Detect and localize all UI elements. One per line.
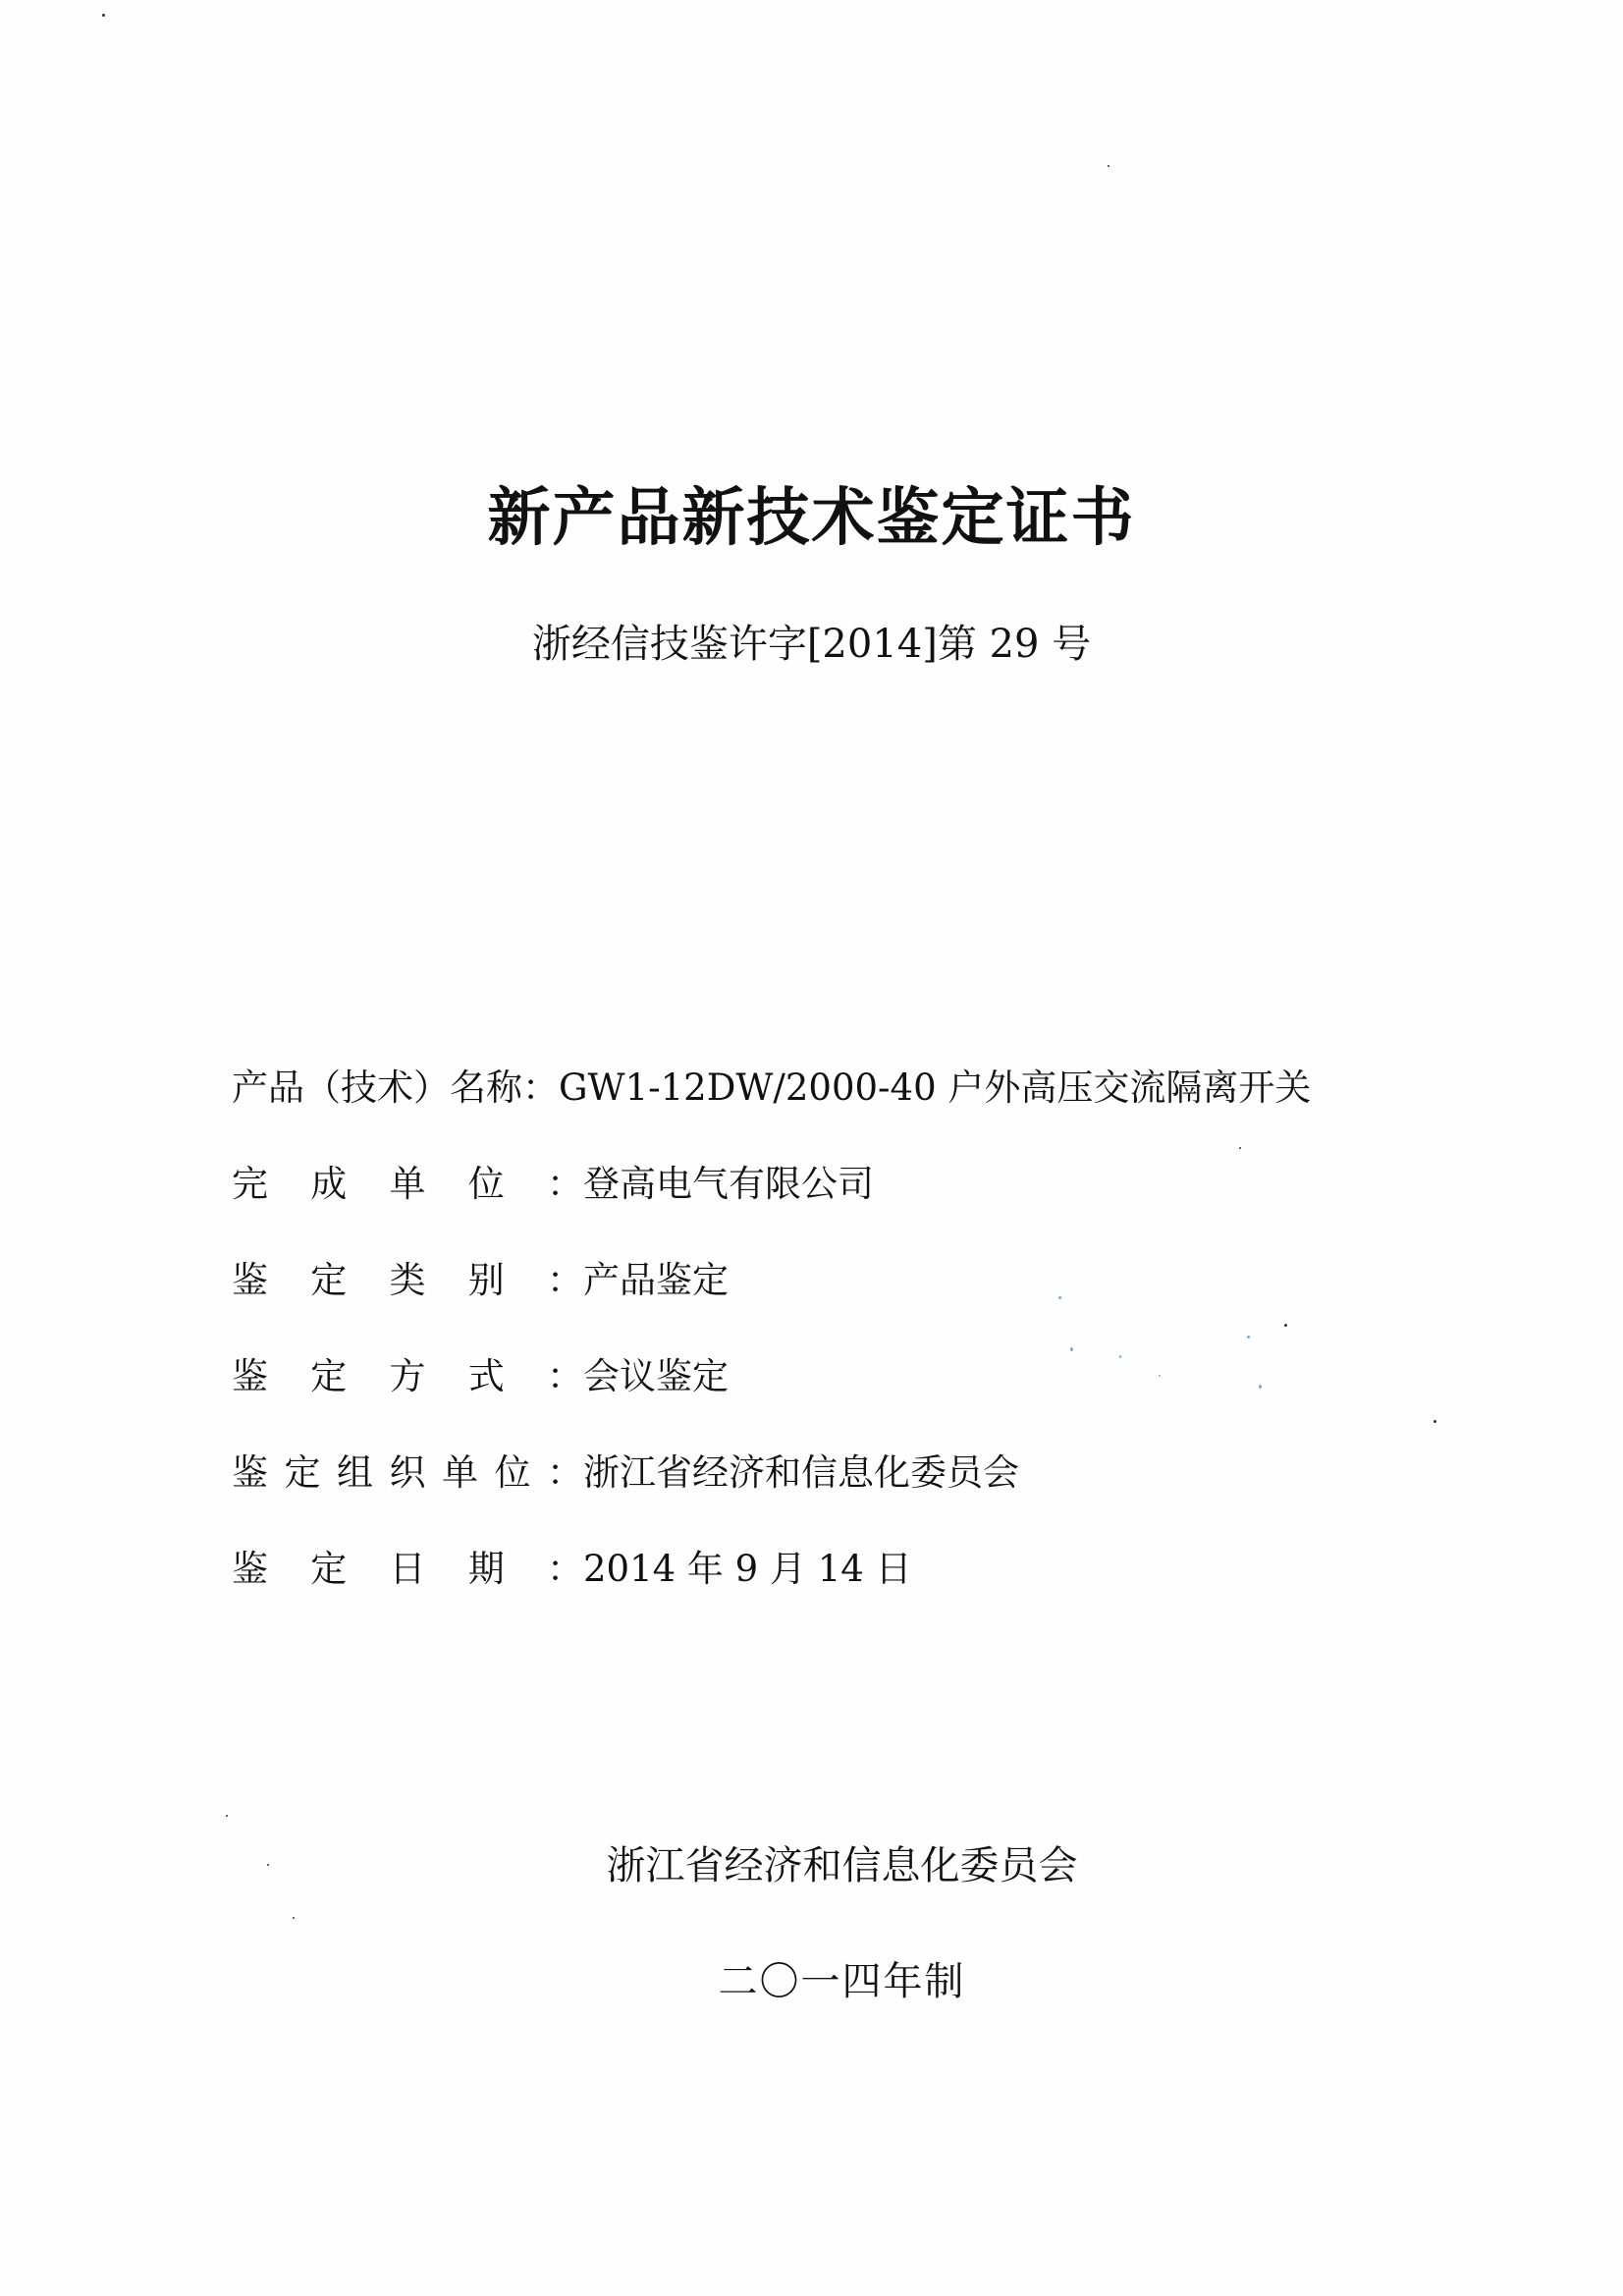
field-value: 浙江省经济和信息化委员会 (583, 1451, 1019, 1494)
scan-speck (1247, 1336, 1250, 1339)
field-appraisal-method (232, 1347, 729, 1406)
scan-speck (1259, 1385, 1262, 1389)
scan-speck (1239, 1147, 1241, 1149)
field-completing-unit (232, 1155, 874, 1214)
field-appraisal-category (232, 1251, 729, 1310)
scan-speck (293, 1917, 295, 1919)
scan-speck (1284, 1324, 1287, 1327)
field-label: 鉴 定 组 织 单 位 ： (232, 1451, 583, 1494)
field-value: 2014 年 9 月 14 日 (583, 1548, 912, 1590)
field-organizing-unit (232, 1444, 1019, 1503)
field-label: 完 成 单 位 ： (232, 1163, 583, 1205)
field-label: 鉴 定 类 别 ： (232, 1259, 583, 1301)
field-value: GW1-12DW/2000-40 户外高压交流隔离开关 (559, 1066, 1312, 1109)
field-label: 鉴 定 日 期 ： (232, 1548, 583, 1590)
field-value: 会议鉴定 (583, 1355, 729, 1397)
scan-speck (267, 1864, 269, 1866)
scan-speck (1058, 1296, 1061, 1299)
field-value: 产品鉴定 (583, 1259, 729, 1301)
scan-speck (1070, 1347, 1073, 1351)
field-label: 鉴 定 方 式 ： (232, 1355, 583, 1397)
scan-speck (102, 14, 105, 17)
issuer-name: 浙江省经济和信息化委员会 (606, 1843, 1078, 1888)
scan-speck (1119, 1355, 1121, 1358)
field-appraisal-date (232, 1540, 912, 1599)
field-product-name (232, 1059, 1311, 1118)
certificate-title: 新产品新技术鉴定证书 (487, 481, 1136, 555)
scan-speck (1108, 165, 1109, 167)
field-value: 登高电气有限公司 (583, 1163, 874, 1205)
scan-speck (1159, 1375, 1161, 1377)
scan-speck (1434, 1420, 1436, 1423)
scan-speck (226, 1815, 228, 1817)
certificate-number: 浙经信技鉴许字[2014]第 29 号 (531, 622, 1092, 667)
issue-year: 二〇一四年制 (718, 1959, 966, 2004)
field-label: 产品（技术）名称： (232, 1066, 559, 1109)
